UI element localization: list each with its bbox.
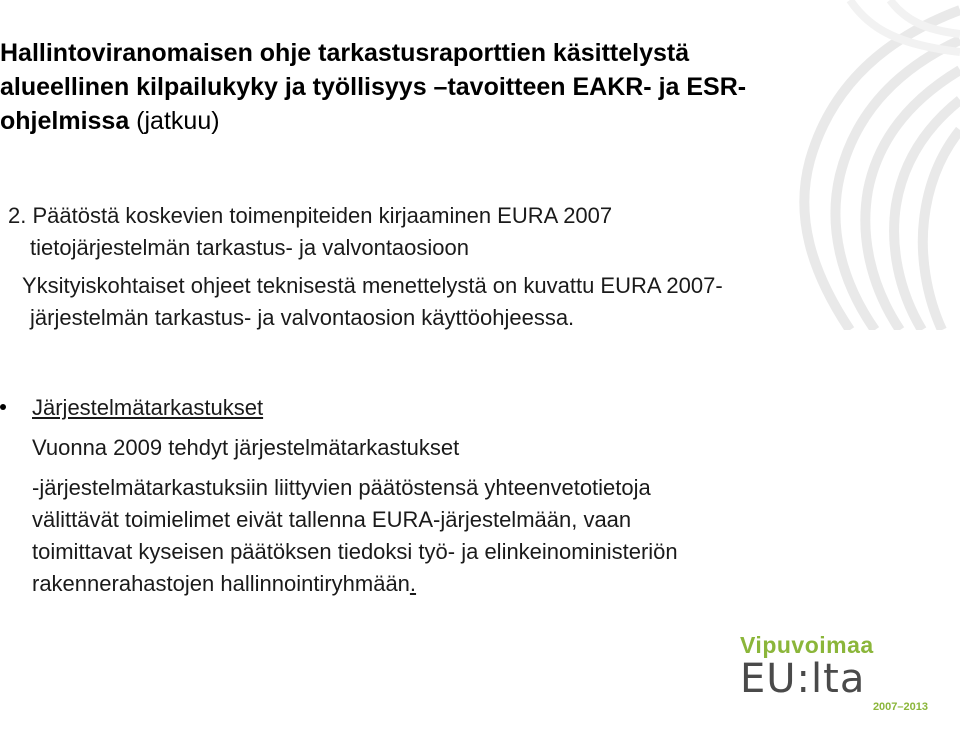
bullet-heading-line [0, 392, 950, 424]
bullet-section [0, 392, 950, 600]
vipuvoimaa-eulta-logo [740, 632, 930, 722]
bullet-heading: Järjestelmätarkastukset [32, 395, 264, 420]
section-2-heading-line-2: tietojärjestelmän tarkastus- ja valvontaosioon [30, 235, 470, 260]
logo-name-text: EU:lta [740, 656, 866, 702]
logo-brand-text: Vipuvoimaa [740, 632, 874, 658]
title-line-3 [0, 104, 880, 138]
bullet-line-5-period: . [409, 571, 417, 596]
title-line-3-suffix: (jatkuu) [129, 107, 220, 135]
bullet-line-4: toimittavat kyseisen päätöksen tiedoksi työ- ja elinkeinoministeriön [32, 539, 678, 564]
section-2 [0, 200, 950, 334]
section-2-detail-line-2: järjestelmän tarkastus- ja valvontaosion käyttöohjeessa. [30, 305, 575, 330]
bullet-line-1: Vuonna 2009 tehdyt järjestelmätarkastukset [32, 435, 460, 460]
bullet-line-5-text: rakennerahastojen hallinnointiryhmään [32, 571, 410, 596]
section-2-detail-line-1: Yksityiskohtaiset ohjeet teknisestä menettelystä on kuvattu EURA 2007- [22, 273, 723, 298]
bullet-icon [0, 404, 6, 410]
bullet-line-5 [0, 568, 950, 600]
page-title [0, 36, 880, 138]
title-line-2: alueellinen kilpailukyky ja työllisyys –tavoitteen EAKR- ja ESR- [0, 73, 747, 101]
logo-years-text: 2007–2013 [872, 701, 928, 713]
bullet-line-3: välittävät toimielimet eivät tallenna EURA-järjestelmään, vaan [32, 507, 632, 532]
title-line-3-bold: ohjelmissa [0, 107, 130, 135]
section-2-heading-line-1: 2. Päätöstä koskevien toimenpiteiden kirjaaminen EURA 2007 [8, 203, 613, 228]
bullet-line-2: -järjestelmätarkastuksiin liittyvien päätöstensä yhteenvetotietoja [32, 475, 651, 500]
title-line-1: Hallintoviranomaisen ohje tarkastusraporttien käsittelystä [0, 39, 690, 67]
